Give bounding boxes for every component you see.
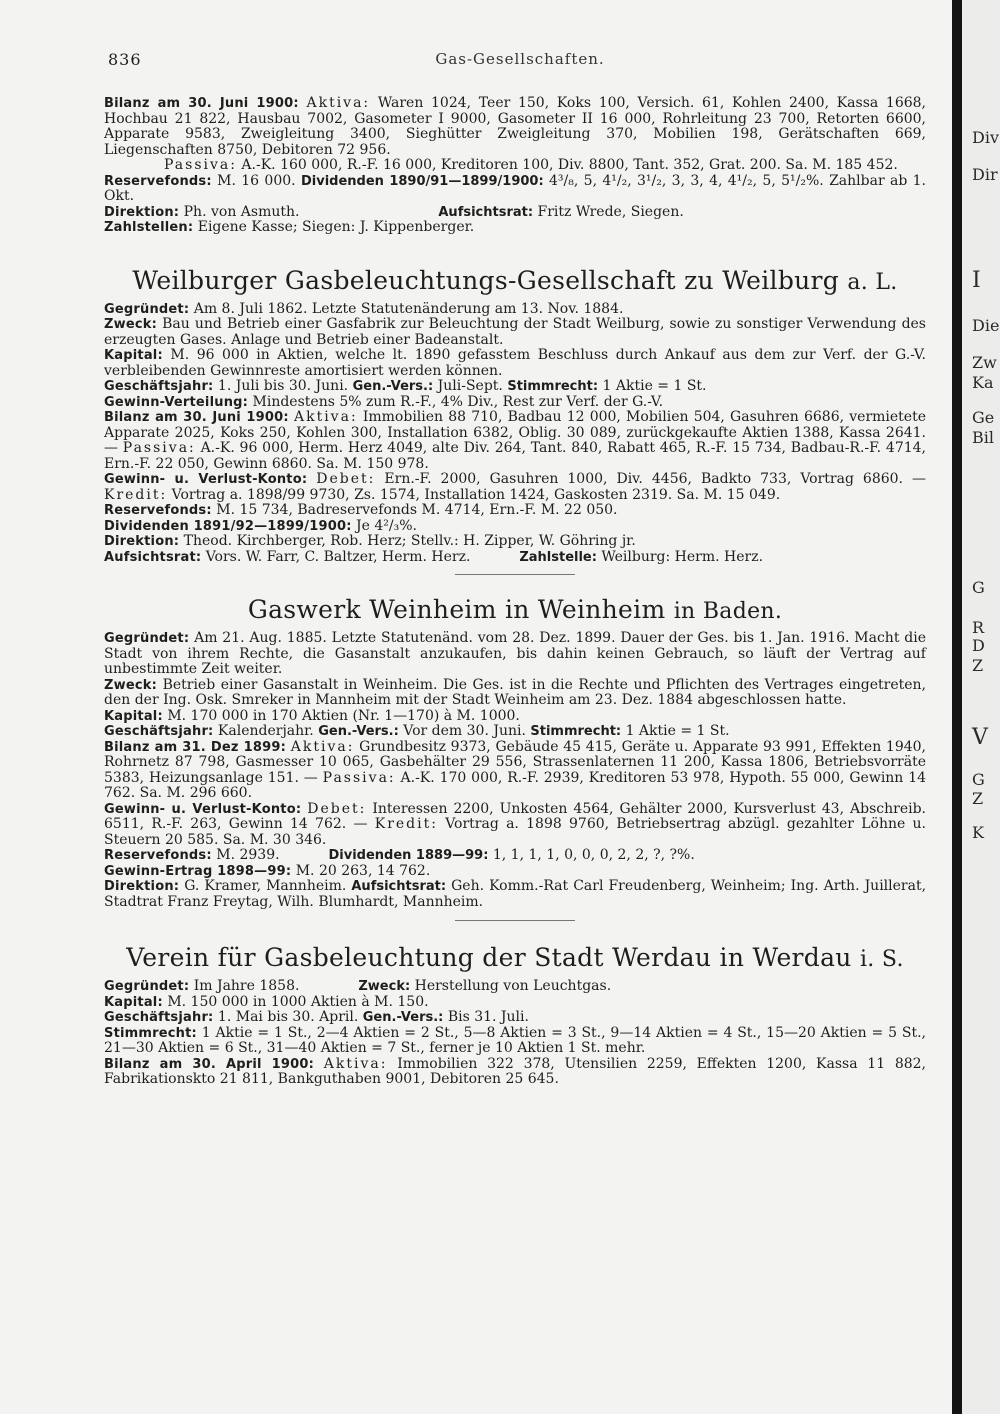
guv-label: Gewinn- u. Verlust-Konto: [104, 472, 308, 487]
zweck-label: Zweck: [358, 979, 411, 994]
aufsichtsrat-paragraph [104, 550, 926, 566]
kapital-label: Kapital: [104, 348, 163, 363]
gegruendet-label: Gegründet: [104, 301, 190, 317]
geschaeftsjahr-label: Geschäftsjahr: [104, 1010, 214, 1025]
gegruendet-paragraph [104, 631, 926, 678]
gegruendet-text: Am 21. Aug. 1885. Letzte Statutenänd. vom 28. Dez. 1899. Dauer der Ges. bis 1. Jan. 1916. Macht die Stadt von ihrem Rechte, die Gasanstalt anzukaufen, bis dahin keinen Gebrauch, so läuft der Vertrag auf unbestimmte Zeit weiter. [104, 630, 927, 677]
aufsichtsrat-text: Geh. Komm.-Rat Carl Freudenberg, Weinheim; Ing. Arth. Juillerat, Stadtrat Franz Freytag, Wilh. Blumhardt, Mannheim. [104, 878, 927, 910]
reservefonds-text: M. 2939. [216, 847, 280, 863]
next-page-fragment: R [972, 618, 985, 637]
kapital-paragraph [104, 709, 926, 725]
dividenden-text: 1, 1, 1, 1, 0, 0, 0, 2, 2, ?, ?%. [492, 847, 695, 863]
direktion-paragraph [104, 879, 926, 910]
company-entry-werdau [104, 943, 926, 1088]
debet-text: Interessen 2200, Unkosten 4564, Gehälter 2000, Kursverlust 43, Abschreib. 6511, R.-F. 263, Gewinn 14 762. — [104, 800, 927, 832]
reservefonds-dividenden-paragraph [104, 848, 926, 864]
kapital-text: M. 150 000 in 1000 Aktien à M. 150. [167, 993, 429, 1010]
zahlstellen-text: Eigene Kasse; Siegen: J. Kippenberger. [197, 219, 475, 235]
kapital-text: M. 96 000 in Aktien, welche lt. 1890 gefasstem Beschluss durch Ankauf aus dem zur Verf. der G.-V. verbleibenden Gewinnreste amortisiert werden können. [104, 347, 926, 379]
company-entry-weilburg [104, 266, 926, 576]
passiva-label: Passiva: [122, 440, 196, 456]
company-title [104, 266, 926, 298]
kapital-text: M. 170 000 in 170 Aktien (Nr. 1—170) à M. 1000. [167, 707, 520, 724]
guv-paragraph [104, 802, 926, 849]
dividenden-text: Je 4²/₃%. [356, 517, 417, 534]
next-page-fragment: Z [972, 656, 984, 675]
direktion-paragraph [104, 534, 926, 550]
dividenden-paragraph [104, 519, 926, 535]
aktiva-text: Waren 1024, Teer 150, Koks 100, Versich. 61, Kohlen 2400, Kassa 1668, Hochbau 21 822, Hausbau 7002, Gasometer I 9000, Gasometer II 16 000, Rohrleitung 23 700, Retorten 6600, Apparate 9583, Zweigleitung 3400, Sieghütter Zweigleitung 370, Mobilien 198, Gerätschaften 669, Liegenschaften 8750, Debitoren 72 956. [104, 95, 926, 158]
company-name: Weilburger Gasbeleuchtungs-Gesellschaft zu Weilburg [132, 265, 840, 295]
gewinnertrag-paragraph [104, 864, 926, 880]
gewinnverteilung-label: Gewinn-Verteilung: [104, 394, 249, 410]
passiva-label: Passiva: [164, 157, 237, 173]
aufsichtsrat-text: Vors. W. Farr, C. Baltzer, Herm. Herz. [205, 548, 471, 565]
page-body [104, 96, 926, 1088]
gewinnverteilung-paragraph [104, 395, 926, 411]
genvers-label: Gen.-Vers.: [362, 1010, 444, 1025]
reservefonds-label: Reservefonds: [104, 173, 212, 189]
prev-company-entry [104, 96, 926, 236]
stimmrecht-label: Stimmrecht: [507, 379, 599, 394]
company-name: Verein für Gasbeleuchtung der Stadt Werdau in Werdau [126, 943, 852, 972]
aktiva-label: Aktiva: [290, 738, 355, 755]
debet-label: Debet: [316, 471, 376, 487]
zahlstelle-label: Zahlstelle: [519, 549, 597, 565]
company-entry-weinheim [104, 595, 926, 921]
next-page-fragment: Bil [972, 428, 994, 447]
kredit-text: Vortrag a. 1898 9760, Betriebsertrag abzügl. gezahlter Löhne u. Steuern 20 585. Sa. M. 30 346. [104, 816, 926, 848]
next-page-fragment: G [972, 770, 985, 789]
geschaeftsjahr-paragraph [104, 379, 926, 395]
company-location-suffix: a. L. [847, 269, 898, 295]
reservefonds-paragraph [104, 503, 926, 519]
direktion-text: Theod. Kirchberger, Rob. Herz; Stellv.: H. Zipper, W. Göhring jr. [183, 533, 636, 549]
aktiva-label: Aktiva: [306, 95, 371, 111]
passiva-paragraph [104, 158, 926, 174]
next-page-edge [962, 0, 1000, 1414]
aktiva-text: Immobilien 88 710, Badbau 12 000, Mobilien 504, Gasuhren 6686, vermietete Apparate 2025, Koks 250, Kohlen 300, Installation 6382, Oblig. 30 089, zurückgekaufte Aktien 1388, Kassa 2641. — [104, 409, 926, 456]
zweck-label: Zweck: [104, 317, 158, 332]
guv-label: Gewinn- u. Verlust-Konto: [104, 801, 302, 817]
gewinnertrag-text: M. 20 263, 14 762. [295, 862, 431, 879]
section-divider [455, 574, 575, 575]
next-page-fragment: K [972, 823, 984, 842]
next-page-fragment: Die [972, 316, 1000, 335]
direktion-label: Direktion: [104, 534, 180, 549]
zweck-text: Herstellung von Leuchtgas. [414, 978, 612, 994]
debet-label: Debet: [307, 800, 367, 817]
next-page-fragment: Z [972, 789, 984, 808]
zweck-paragraph [104, 317, 926, 348]
bilanz-paragraph [104, 1057, 926, 1088]
next-page-fragment: Div [972, 128, 999, 147]
kapital-label: Kapital: [104, 708, 163, 724]
gegruendet-text: Im Jahre 1858. [193, 978, 300, 994]
zahlstellen-label: Zahlstellen: [104, 220, 194, 235]
genvers-label: Gen.-Vers.: [318, 724, 399, 739]
stimmrecht-label: Stimmrecht: [104, 1025, 197, 1041]
next-page-fragment: Dir [972, 165, 998, 184]
direktion-label: Direktion: [104, 879, 180, 894]
direktion-text: Ph. von Asmuth. [183, 203, 300, 220]
geschaeftsjahr-text: 1. Mai bis 30. April. [217, 1009, 359, 1025]
kredit-label: Kredit: [104, 486, 168, 503]
zweck-text: Bau und Betrieb einer Gasfabrik zur Beleuchtung der Stadt Weilburg, sowie zu sonstiger Verwendung des erzeugten Gases. Anlage und Betrieb einer Badeanstalt. [104, 316, 926, 348]
kapital-label: Kapital: [104, 994, 163, 1010]
gewinnverteilung-text: Mindestens 5% zum R.-F., 4% Div., Rest zur Verf. der G.-V. [252, 393, 664, 410]
dividenden-label: Dividenden 1891/92—1899/1900: [104, 518, 352, 534]
geschaeftsjahr-paragraph [104, 724, 926, 740]
section-divider [455, 920, 575, 921]
passiva-text: A.-K. 170 000, R.-F. 2939, Kreditoren 53 978, Hypoth. 55 000, Gewinn 14 762. Sa. M. 296 660. [104, 769, 927, 801]
kapital-paragraph [104, 348, 926, 379]
direktion-text: G. Kramer, Mannheim. [184, 878, 347, 894]
zweck-paragraph [104, 678, 926, 709]
gegruendet-text: Am 8. Juli 1862. Letzte Statutenänderung am 13. Nov. 1884. [193, 300, 624, 317]
aktiva-text: Immobilien 322 378, Utensilien 2259, Effekten 1200, Kassa 11 882, Fabrikationskto 21 811, Bankguthaben 9001, Debitoren 25 645. [104, 1055, 927, 1087]
aufsichtsrat-label: Aufsichtsrat: [104, 549, 202, 565]
direktion-paragraph [104, 205, 926, 221]
genvers-text: Vor dem 30. Juni. [403, 723, 526, 739]
next-page-fragment: Ka [972, 373, 994, 392]
bilanz-label: Bilanz am 30. Juni 1900: [104, 96, 299, 111]
bilanz-label: Bilanz am 31. Dez 1899: [104, 739, 287, 755]
page-gutter [952, 0, 962, 1414]
stimmrecht-text: 1 Aktie = 1 St. [602, 378, 707, 394]
company-location-suffix: in Baden. [673, 599, 783, 624]
genvers-text: Juli-Sept. [437, 378, 503, 394]
aktiva-label: Aktiva: [293, 409, 358, 425]
stimmrecht-label: Stimmrecht: [530, 724, 622, 739]
geschaeftsjahr-label: Geschäftsjahr: [104, 379, 214, 394]
kredit-text: Vortrag a. 1898/99 9730, Zs. 1574, Installation 1424, Gaskosten 2319. Sa. M. 15 049. [171, 486, 781, 503]
reservefonds-text: M. 15 734, Badreservefonds M. 4714, Ern.-F. M. 22 050. [216, 502, 618, 518]
bilanz-paragraph [104, 740, 926, 802]
aufsichtsrat-label: Aufsichtsrat: [438, 204, 534, 220]
bilanz-paragraph [104, 410, 926, 472]
next-page-fragment: V [972, 725, 988, 750]
next-page-fragment: D [972, 636, 985, 655]
direktion-label: Direktion: [104, 204, 180, 220]
dividenden-text: 4³/₈, 5, 4¹/₂, 3¹/₂, 3, 3, 4, 4¹/₂, 5, 5¹/₂%. Zahlbar ab 1. Okt. [104, 172, 927, 204]
geschaeftsjahr-text: 1. Juli bis 30. Juni. [217, 378, 349, 394]
page-number: 836 [108, 50, 142, 69]
reservefonds-label: Reservefonds: [104, 503, 212, 518]
stimmrecht-text: 1 Aktie = 1 St. [625, 723, 730, 739]
passiva-text: A.-K. 160 000, R.-F. 16 000, Kreditoren 100, Div. 8800, Tant. 352, Grat. 200. Sa. M. 185 452. [241, 157, 898, 173]
gegruendet-zweck-paragraph [104, 979, 926, 995]
next-page-fragment: Zw [972, 353, 997, 372]
company-title [104, 595, 926, 627]
debet-text: Ern.-F. 2000, Gasuhren 1000, Div. 4456, Badkto 733, Vortrag 6860. — [384, 471, 927, 487]
zweck-text: Betrieb einer Gasanstalt in Weinheim. Die Ges. ist in die Rechte und Pflichten des Vertrages eingetreten, den der Ing. Osk. Smreker in Mannheim mit der Stadt Weinheim am 23. Dez. 1884 abgeschlossen hatte. [104, 676, 926, 708]
aufsichtsrat-label: Aufsichtsrat: [351, 879, 447, 894]
next-page-fragment: Ge [972, 408, 995, 427]
zahlstellen-paragraph [104, 220, 926, 236]
passiva-label: Passiva: [322, 769, 396, 786]
stimmrecht-text: 1 Aktie = 1 St., 2—4 Aktien = 2 St., 5—8 Aktien = 3 St., 9—14 Aktien = 4 St., 15—20 Aktien = 5 St., 21—30 Aktien = 6 St., 31—40 Aktien = 7 St., ferner je 10 Aktien 1 St. mehr. [104, 1024, 926, 1056]
genvers-label: Gen.-Vers.: [352, 379, 434, 394]
zweck-label: Zweck: [104, 677, 158, 693]
kredit-label: Kredit: [374, 816, 438, 832]
bilanz-label: Bilanz am 30. April 1900: [104, 1056, 315, 1072]
bilanz-paragraph [104, 96, 926, 158]
geschaeftsjahr-label: Geschäftsjahr: [104, 724, 214, 739]
geschaeftsjahr-paragraph [104, 1010, 926, 1026]
genvers-text: Bis 31. Juli. [447, 1009, 529, 1025]
gegruendet-label: Gegründet: [104, 979, 190, 994]
dividenden-label: Dividenden 1889—99: [328, 848, 489, 863]
gegruendet-label: Gegründet: [104, 631, 190, 646]
company-location-suffix: i. S. [859, 947, 904, 972]
next-page-fragment: I [972, 268, 981, 293]
reservefonds-dividenden-paragraph [104, 174, 926, 205]
passiva-text: A.-K. 96 000, Herm. Herz 4049, alte Div. 264, Tant. 840, Rabatt 465, R.-F. 15 734, Badbau-R.-F. 4714, Ern.-F. 22 050, Gewinn 6860. Sa. M. 150 978. [104, 440, 926, 472]
zahlstelle-text: Weilburg: Herm. Herz. [601, 548, 764, 565]
next-page-fragment: G [972, 578, 985, 597]
geschaeftsjahr-text: Kalenderjahr. [217, 723, 314, 739]
aufsichtsrat-text: Fritz Wrede, Siegen. [537, 203, 684, 220]
reservefonds-text: M. 16 000. [217, 172, 296, 189]
company-name: Gaswerk Weinheim in Weinheim [247, 595, 666, 624]
stimmrecht-paragraph [104, 1026, 926, 1057]
aktiva-text: Grundbesitz 9373, Gebäude 45 415, Geräte u. Apparate 93 991, Effekten 1940, Rohrnetz 87 798, Gasmesser 10 065, Gasbehälter 29 556, Strassenlaternen 11 200, Kassa 1806, Betriebsvorräte 5383, Heizungsanlage 151. — [104, 738, 926, 786]
kapital-paragraph [104, 995, 926, 1011]
aktiva-label: Aktiva: [323, 1055, 388, 1072]
gewinnertrag-label: Gewinn-Ertrag 1898—99: [104, 863, 292, 879]
gegruendet-paragraph [104, 302, 926, 318]
company-title [104, 943, 926, 975]
running-title: Gas-Gesellschaften. [435, 50, 605, 68]
reservefonds-label: Reservefonds: [104, 848, 212, 863]
guv-paragraph [104, 472, 926, 503]
bilanz-label: Bilanz am 30. Juni 1900: [104, 410, 289, 425]
dividenden-label: Dividenden 1890/91—1899/1900: [300, 173, 544, 189]
